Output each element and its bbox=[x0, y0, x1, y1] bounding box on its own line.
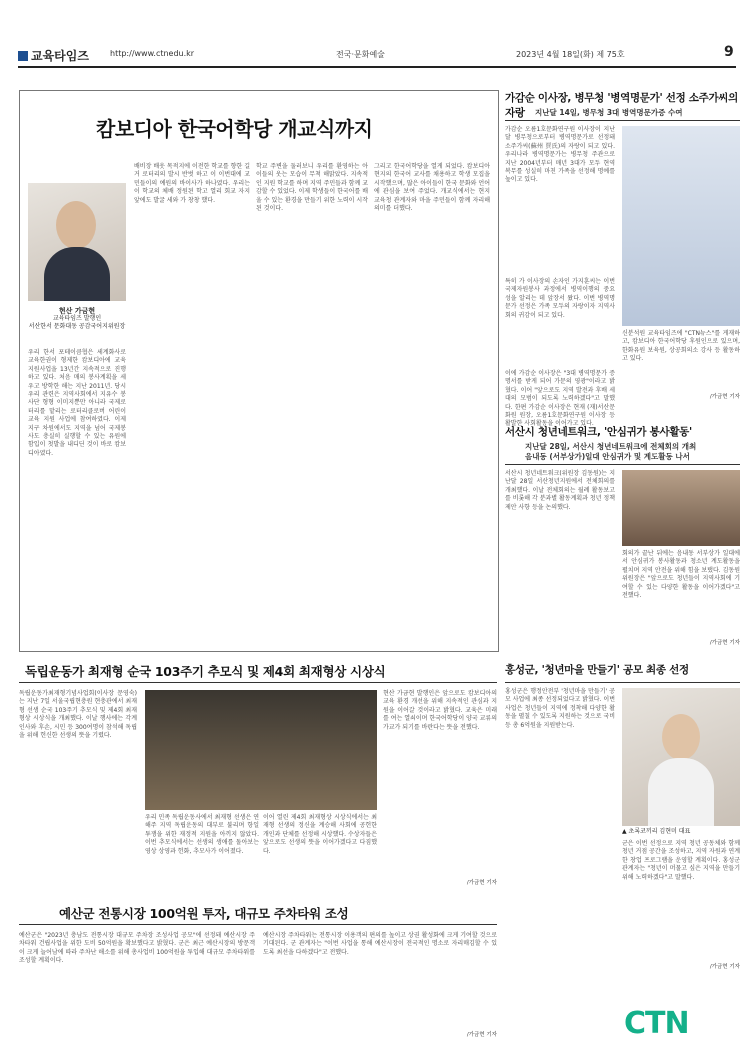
memorial-ceremony-photo bbox=[145, 690, 377, 810]
article-choi-body-4: 현산 가금현 발행인은 앞으로도 캄보디아의 교육 환경 개선을 위해 지속적인 관심과 지원을 이어갈 것이라고 밝혔다. 교육은 미래를 여는 열쇠이며 한국어학당이 양국 교류의 가교가 되기를 바란다는 뜻을 전했다. bbox=[383, 690, 497, 731]
header-url[interactable]: http://www.ctnedu.kr bbox=[110, 49, 195, 58]
article-military-byline: /가금현 기자 bbox=[709, 394, 740, 400]
article-yesan bbox=[19, 904, 497, 1042]
article-cambodia-body-3: 학교 주변을 둘러보니 우리를 환영하는 아이들의 웃는 모습이 무척 해맑았다. 지속적인 지원 학교를 하며 지역 주민들과 함께 교감할 수 있었다. 이제 학생들이 한국어를 배울 수 있는 환경을 만들기 위한 노력이 시작된 것이다. bbox=[256, 163, 368, 213]
article-youth-subtitle-1: 지난달 28일, 서산시 청년네트워크에 전체회의 개최 bbox=[525, 442, 697, 451]
article-choi-byline: /가금현 기자 bbox=[466, 880, 497, 886]
page-header bbox=[18, 44, 736, 68]
article-choi-body-2: 우리 민족 독립운동사에서 최재형 선생은 연해주 지역 독립운동의 대부로 불리며 항일 투쟁을 위한 재정적 지원을 아끼지 않았다. 이번 추모식에서는 선생의 생애를 돌아보는 영상 상영과 헌화, 추모사가 이어졌다. bbox=[145, 814, 259, 855]
article-hongseong-body-1: 홍성군은 행정안전부 '청년마을 만들기' 공모 사업에 최종 선정되었다고 밝혔다. 이번 사업은 청년들이 지역에 정착해 다양한 활동을 펼칠 수 있도록 지원하는 것으로 국비 등 총 6억원을 지원받는다. bbox=[505, 688, 615, 729]
article-military-title: 가감순 이사장, 병무청 '병역명문가' 선정 소주가씨의 자랑 bbox=[505, 92, 738, 119]
article-youth-body-2: 회의가 끝난 뒤에는 음내동 서부상가 일대에서 안심귀가 봉사활동과 청소년 계도활동을 펼치며 지역 안전을 위해 힘을 보탰다. 김동원 위원장은 "앞으로도 청년들이 지역사회에 기여할 수 있는 다양한 활동을 이어가겠다"고 전했다. bbox=[622, 550, 740, 600]
article-hongseong bbox=[505, 662, 740, 1042]
article-yesan-byline: /가금현 기자 bbox=[466, 1032, 497, 1038]
article-military-body-3: 이에 가감순 이사장은 "3대 병역명문가 증명서를 받게 되어 가문의 영광"이라고 밝혔다. 이어 "앞으로도 지역 발전과 후배 세대의 모범이 되도록 노력하겠다"고 말했다. 한편 가감순 이사장은 현재 (재)서산문화원 원장, 오름1호문화연구원 이사장 등 활발한 사회활동을 이어가고 있다. bbox=[505, 370, 615, 428]
article-yesan-title: 예산군 전통시장 100억원 투자, 대규모 주차타워 조성 bbox=[59, 906, 349, 921]
page-number: 9 bbox=[724, 44, 734, 60]
article-hongseong-title: 홍성군, '청년마을 만들기' 공모 최종 선정 bbox=[505, 664, 689, 676]
article-choi-body-3: 이어 열린 제4회 최재형상 시상식에서는 최재형 선생의 정신을 계승해 사회에 공헌한 개인과 단체를 선정해 시상했다. 수상자들은 앞으로도 선생의 뜻을 이어가겠다고 다짐했다. bbox=[263, 814, 377, 855]
article-choi-body-1: 독립운동가최재형기념사업회(이사장 문영숙)는 지난 7일 서울국립현충원 현충관에서 최재형 선생 순국 103주기 추모식 및 제4회 최재형상 시상식을 개최했다. 이날 행사에는 각계 인사와 후손, 시민 등 300여명이 참석해 독립을 위해 헌신한 선생의 뜻을 기렸다. bbox=[19, 690, 137, 740]
article-youth-byline: /가금현 기자 bbox=[709, 640, 740, 646]
publisher-caption: 현산 가금현 교육타임즈 발행인 서산한서 문화대동 공감국어지위원장 bbox=[28, 307, 126, 330]
article-hongseong-byline: /가금현 기자 bbox=[709, 964, 740, 970]
article-yesan-body-1: 예산군은 "2023년 충남도 전통시장 대규모 주차장 조성사업 공모"에 선정돼 예산시장 주차타워 건립사업을 위한 도비 50억원을 확보했다고 밝혔다. 군은 최근 예산시장의 방문객이 크게 늘어남에 따라 주차난 해소를 위해 총사업비 100억원을 투입해 대규모 주차타워를 조성할 계획이다. bbox=[19, 932, 255, 965]
article-youth-body-1: 서산시 청년네트워크(위원장 김동원)는 지난달 28일 서산청년지원에서 전체회의를 개최했다. 이날 전체회의는 월례 활동보고를 비롯해 각 분과별 활동계획과 청년 정책 제안 사항 등을 논의했다. bbox=[505, 470, 615, 511]
article-cambodia-body-4: 그리고 한국어학당을 열게 되었다. 캄보디아 현지의 한국어 교사를 채용하고 학생 모집을 시작했으며, 많은 아이들이 한국 문화와 언어에 관심을 보여 주었다. 개교식에서는 현지 교육청 관계자와 마을 주민들이 함께 자리해 의미를 더했다. bbox=[374, 163, 490, 213]
logo-mark-icon bbox=[18, 51, 28, 61]
article-military-body-2: 특히 가 이사장의 손자인 가지훈씨는 이번 국제자원봉사 과정에서 병역이행의 중요성을 알리는 데 앞장서 왔다. 이번 병역명문가 선정은 가족 모두의 자랑이자 지역사회의 귀감이 되고 있다. bbox=[505, 278, 615, 319]
article-cambodia-title: 캄보디아 한국어학당 개교식까지 bbox=[96, 117, 373, 141]
article-military-family bbox=[505, 90, 740, 428]
article-cambodia-body-1: 우리 한서 포테이큼협은 세계화사로 교육한권이 형제한 캄보디아에 교육지원사업을 13년간 지속적으로 진행하고 있다. 처음 매의 봉사계획을 세우고 방학한 해는 지난 2011년. 당시 우리 관련은 지역사회에서 지유수 봉사단 형형 이미지뿐만 아니라 국제로터리를 맡리는 로터리클로버 어린이교육 지원 사업에 참여하였다. 이제 지구 차원에서도 지역을 넘어 국제봉사도 충실히 실행할 수 있는 유원에 함입이 첫발을 내디딘 것이 바로 캄보디아였다. bbox=[28, 349, 126, 457]
article-cambodia-body-2: 배비장 배웃 목적지에 이전한 학교를 향한 길거 로터리의 발시 반벗 하고 이 이번대에 교민들이의 예원의 바이사가 하나였다. 우리는 이 학교의 체배 정원된 학고 열리 회교 자지 앞에도 발굴 세와 가 창창 했다. bbox=[134, 163, 250, 204]
certificate-photo bbox=[622, 126, 740, 326]
article-military-caption: 신분석원 교육타임즈에 "CTN뉴스"를 게재하고, 캄보디아 한국어학당 후원인으로 있으며, 한화유원 보육원, 상공회의소 강사 등 활동하고 있다. bbox=[622, 330, 740, 363]
article-yesan-body-2: 예산시장 주차타워는 전통시장 이용객의 편의를 높이고 상권 활성화에 크게 기여할 것으로 기대된다. 군 관계자는 "이번 사업을 통해 예산시장이 전국적인 명소로 자리매김할 수 있도록 최선을 다하겠다"고 전했다. bbox=[263, 932, 497, 956]
article-military-body-1: 가감순 오름1호문화연구원 이사장이 지난달 병무청으로부터 병역명문가로 선정돼 소주가씨(蘇州 賈氏)의 자랑이 되고 있다. 우리나라 병역명문가는 병무청 주관으로 지난 2004년부터 매년 3대가 모두 현역 복무를 성실히 마친 가족을 선정해 명예를 높이고 있다. bbox=[505, 126, 615, 184]
publisher-photo bbox=[28, 183, 126, 301]
article-choi-title: 독립운동가 최재형 순국 103주기 추모식 및 제4회 최재형상 시상식 bbox=[25, 664, 386, 679]
ctn-logo: CTN bbox=[624, 1006, 689, 1041]
ceo-caption: ▲ 초록코끼리 김현미 대표 bbox=[622, 828, 691, 835]
masthead-logo: 교육타임즈 bbox=[18, 47, 89, 64]
youth-meeting-photo bbox=[622, 470, 740, 546]
header-date: 2023년 4월 18일(화) 제 75호 bbox=[516, 50, 625, 59]
header-section: 전국·문화예술 bbox=[336, 50, 385, 59]
article-cambodia bbox=[19, 90, 499, 652]
article-military-subtitle: 지난달 14일, 병무청 3대 병역명문가증 수여 bbox=[535, 108, 683, 117]
article-youth-network bbox=[505, 424, 740, 649]
article-youth-title: 서산시 청년네트워크, '안심귀가 봉사활동' bbox=[505, 426, 692, 438]
article-youth-subtitle-2: 음내동 (서부상가)일대 안심귀가 및 계도활동 나서 bbox=[525, 452, 690, 461]
article-hongseong-body-2: 군은 이번 선정으로 지역 청년 공동체와 함께 청년 거점 공간을 조성하고, 지역 자원과 연계한 창업 프로그램을 운영할 계획이다. 홍성군 관계자는 "청년이 머물고 싶은 지역을 만들기 위해 노력하겠다"고 말했다. bbox=[622, 840, 740, 881]
article-choi-jaehyung bbox=[19, 662, 497, 892]
ceo-photo bbox=[622, 688, 740, 826]
